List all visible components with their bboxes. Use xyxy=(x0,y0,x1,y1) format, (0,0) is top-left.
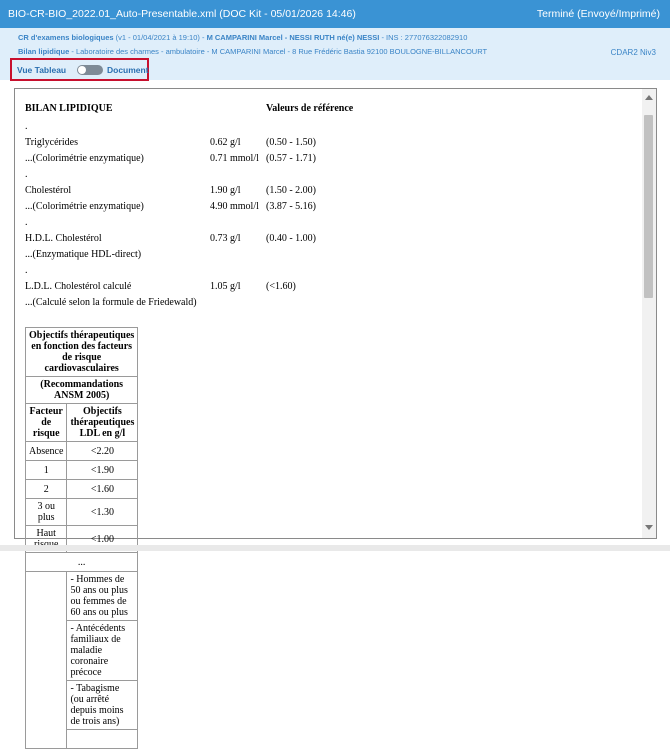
result-name: Cholestérol xyxy=(25,185,72,196)
column-header: Facteur de risque xyxy=(26,404,67,442)
result-name: ...(Calculé selon la formule de Friedewald) xyxy=(25,297,197,308)
doc-version: (v1 - 01/04/2021 à 19:10) - xyxy=(115,33,205,42)
patient-name: M CAMPARINI Marcel - NESSI RUTH né(e) NESSI xyxy=(206,33,380,42)
result-name: L.D.L. Cholestérol calculé xyxy=(25,281,132,292)
doc-type: CR d'examens biologiques xyxy=(18,33,114,42)
table-ellipsis: ... xyxy=(26,553,138,572)
exam-name: Bilan lipidique xyxy=(18,47,70,56)
result-value: 0.71 mmol/l xyxy=(210,153,259,164)
target-cell: <1.60 xyxy=(67,480,138,499)
result-name: H.D.L. Cholestérol xyxy=(25,233,102,244)
scroll-up-icon[interactable] xyxy=(645,95,653,100)
title-bar xyxy=(0,0,670,28)
factor-item: - Tabagisme (ou arrêté depuis moins de trois ans) xyxy=(67,681,138,730)
result-ref: (0.40 - 1.00) xyxy=(266,233,316,244)
target-cell: <1.30 xyxy=(67,499,138,526)
result-ref: (0.57 - 1.71) xyxy=(266,153,316,164)
result-value: 1.05 g/l xyxy=(210,281,241,292)
result-ref: (<1.60) xyxy=(266,281,296,292)
factors-cell xyxy=(26,572,67,749)
therapeutic-objectives-table xyxy=(25,327,138,749)
switch-knob xyxy=(78,66,86,74)
reference-heading: Valeurs de référence xyxy=(266,103,354,114)
result-value: 4.90 mmol/l xyxy=(210,201,259,212)
result-value: 0.62 g/l xyxy=(210,137,241,148)
document-viewer[interactable] xyxy=(14,88,657,727)
lab-info: - Laboratoire des charmes - ambulatoire - M CAMPARINI Marcel - 8 Rue Frédéric Bastia 92100 BOULOGNE-BILLANCOURT xyxy=(71,47,488,56)
result-ref: (0.50 - 1.50) xyxy=(266,137,316,148)
exam-info-line xyxy=(18,47,487,56)
scroll-thumb[interactable] xyxy=(644,115,653,298)
window-title: BIO-CR-BIO_2022.01_Auto-Presentable.xml (DOC Kit - 05/01/2026 14:46) xyxy=(8,8,356,20)
result-name: Triglycérides xyxy=(25,137,78,148)
table-subtitle: (Recommandations ANSM 2005) xyxy=(26,377,138,404)
table-row xyxy=(26,499,138,526)
factor-item: - Antécédents familiaux de maladie coronaire précoce xyxy=(67,621,138,681)
ins-number: - INS : 277076322082910 xyxy=(381,33,468,42)
factor-item: - Hommes de 50 ans ou plus ou femmes de 60 ans ou plus xyxy=(67,572,138,621)
separator-dot: . xyxy=(25,169,28,180)
result-name: ...(Colorimétrie enzymatique) xyxy=(25,201,144,212)
scroll-down-icon[interactable] xyxy=(645,525,653,530)
separator-dot: . xyxy=(25,217,28,228)
doc-info-line xyxy=(18,33,467,42)
vertical-scrollbar[interactable] xyxy=(642,89,656,538)
result-name: ...(Enzymatique HDL-direct) xyxy=(25,249,142,260)
column-header: Objectifs thérapeutiques LDL en g/l xyxy=(67,404,138,442)
factor-item xyxy=(67,730,138,749)
risk-cell: 2 xyxy=(26,480,67,499)
view-toggle[interactable] xyxy=(10,58,149,81)
target-cell: <1.90 xyxy=(67,461,138,480)
risk-cell: Absence xyxy=(26,442,67,461)
table-title: Objectifs thérapeutiques en fonction des facteurs de risque cardiovasculaires xyxy=(26,328,138,377)
risk-cell: 1 xyxy=(26,461,67,480)
table-row xyxy=(26,572,138,621)
table-view-label[interactable]: Vue Tableau xyxy=(17,65,67,75)
target-cell: <2.20 xyxy=(67,442,138,461)
cdar-level: CDAR2 Niv3 xyxy=(610,48,656,57)
result-ref: (3.87 - 5.16) xyxy=(266,201,316,212)
table-row xyxy=(26,461,138,480)
result-name: ...(Colorimétrie enzymatique) xyxy=(25,153,144,164)
table-row xyxy=(26,442,138,461)
bottom-bar xyxy=(0,545,670,551)
result-value: 1.90 g/l xyxy=(210,185,241,196)
risk-cell: Haut xyxy=(26,526,67,553)
document-view-label[interactable]: Document xyxy=(107,65,149,75)
separator-dot: . xyxy=(25,265,28,276)
table-row xyxy=(26,480,138,499)
target-cell: <1.00 xyxy=(67,526,138,553)
bilan-heading: BILAN LIPIDIQUE xyxy=(25,103,113,114)
result-ref: (1.50 - 2.00) xyxy=(266,185,316,196)
risk-cell: 3 ou plus xyxy=(26,499,67,526)
result-value: 0.73 g/l xyxy=(210,233,241,244)
view-switch[interactable] xyxy=(77,65,103,75)
separator-dot: . xyxy=(25,121,28,132)
status-text: Terminé (Envoyé/Imprimé) xyxy=(536,8,660,20)
